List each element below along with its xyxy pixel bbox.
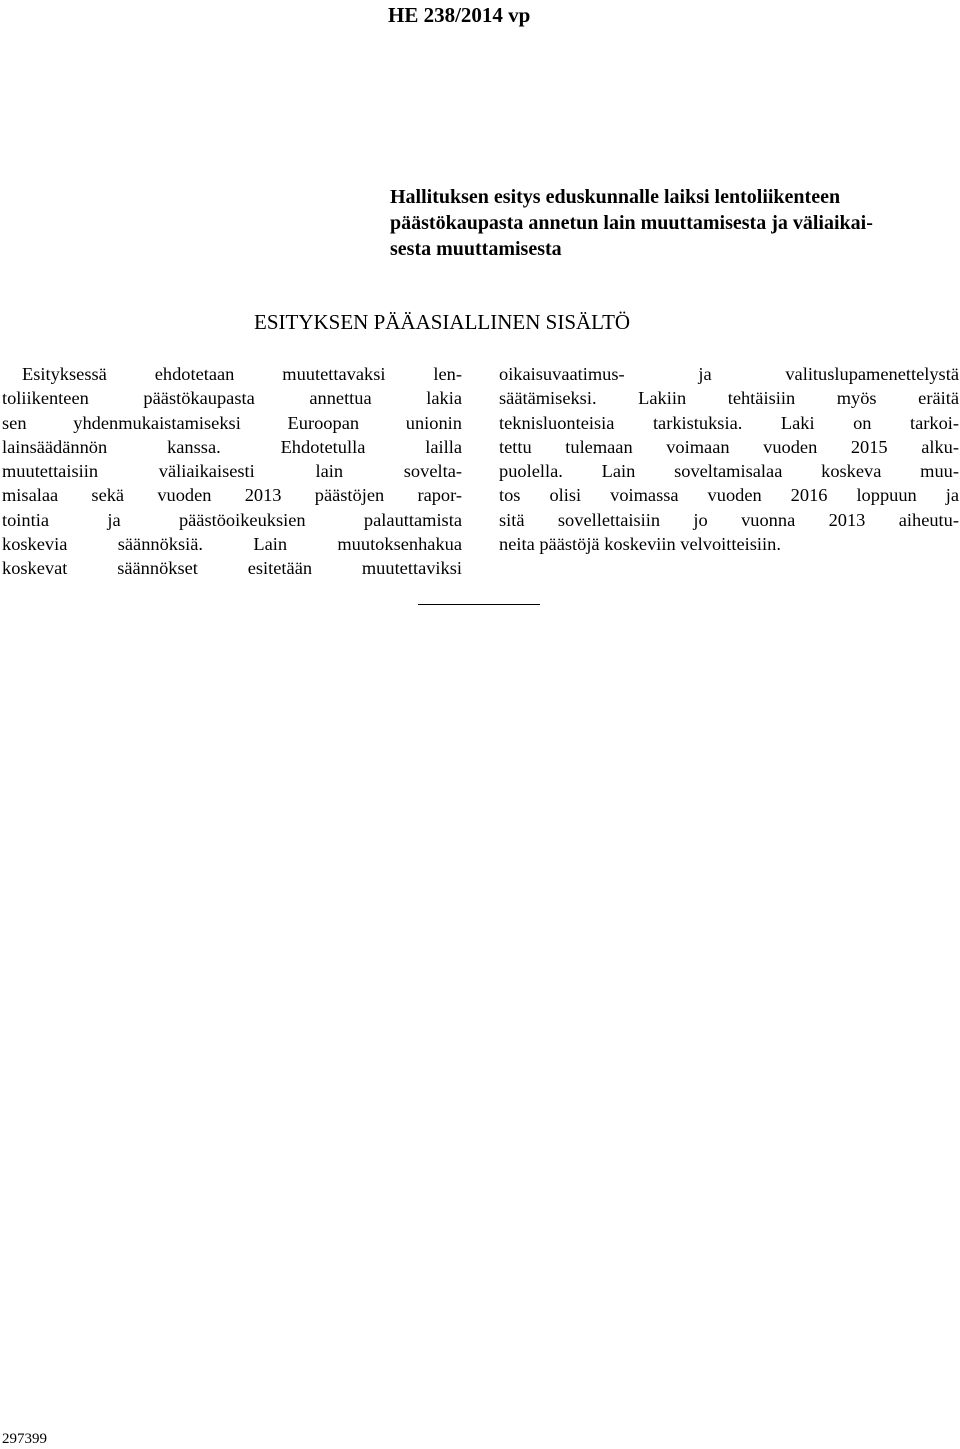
- left-column: [2, 362, 462, 581]
- text-line: puolella. Lain soveltamisalaa koskeva muu-: [499, 461, 959, 482]
- title-line: Hallituksen esitys eduskunnalle laiksi lentoliikenteen: [390, 186, 841, 208]
- text-line: lainsäädännön kanssa. Ehdotetulla lailla: [2, 436, 462, 457]
- right-column: [499, 362, 959, 556]
- text-line: koskevia säännöksiä. Lain muutoksenhakua: [2, 534, 462, 555]
- text-line: Esityksessä ehdotetaan muutettavaksi len-: [22, 364, 462, 384]
- section-heading: ESITYKSEN PÄÄASIALLINEN SISÄLTÖ: [254, 310, 631, 334]
- text-line: teknisluonteisia tarkistuksia. Laki on tarkoi-: [499, 412, 959, 433]
- document-title: [390, 184, 956, 262]
- text-line: muutettaisiin väliaikaisesti lain sovelta-: [2, 461, 462, 482]
- text-line: säätämiseksi. Lakiin tehtäisiin myös eräitä: [499, 388, 959, 409]
- text-line: toliikenteen päästökaupasta annettua lakia: [2, 388, 462, 409]
- title-line: päästökaupasta annetun lain muuttamisesta ja väliaikai-: [390, 212, 873, 234]
- text-line: tos olisi voimassa vuoden 2016 loppuun ja: [499, 485, 959, 506]
- text-line: koskevat säännökset esitetään muutettaviksi: [2, 558, 462, 579]
- text-line: tettu tulemaan voimaan vuoden 2015 alku-: [499, 436, 959, 457]
- text-line: sitä sovellettaisiin jo vuonna 2013 aiheutu-: [499, 509, 959, 530]
- text-line: sen yhdenmukaistamiseksi Euroopan unionin: [2, 412, 462, 433]
- text-line: neita päästöjä koskeviin velvoitteisiin.: [499, 534, 781, 555]
- page-number: 297399: [2, 1431, 47, 1447]
- document-id: HE 238/2014 vp: [388, 3, 531, 27]
- title-line: sesta muuttamisesta: [390, 238, 562, 260]
- text-line: tointia ja päästöoikeuksien palauttamista: [2, 509, 462, 530]
- section-divider: [418, 604, 540, 605]
- text-line: misalaa sekä vuoden 2013 päästöjen rapor-: [2, 485, 462, 506]
- text-line: oikaisuvaatimus- ja valituslupamenettelystä: [499, 364, 959, 384]
